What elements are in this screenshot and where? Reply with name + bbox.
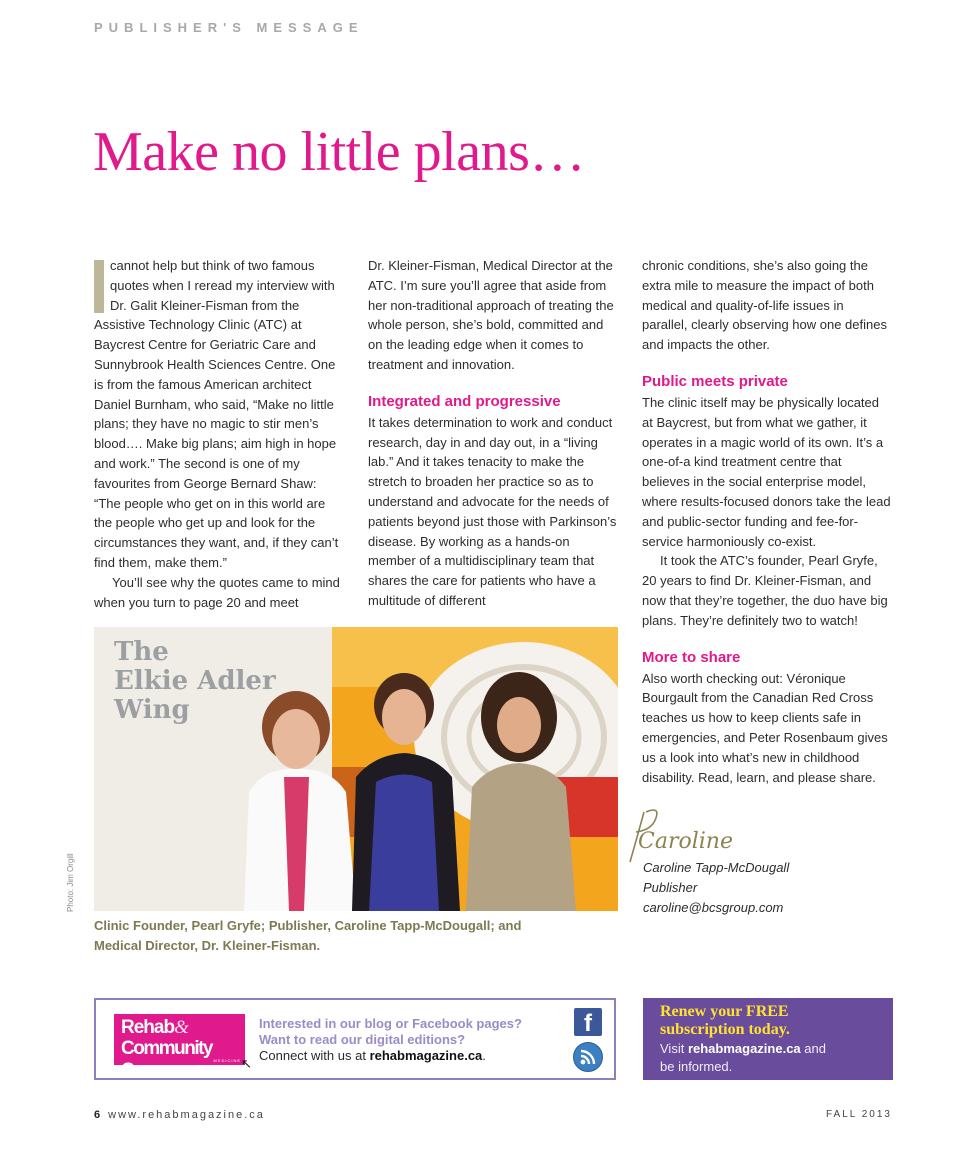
signature-name: Caroline Tapp-McDougall bbox=[643, 860, 790, 875]
digital-promo-box bbox=[94, 998, 616, 1080]
sign-line-2: Elkie Adler bbox=[114, 666, 276, 696]
col3-paragraph-3: It took the ATC’s founder, Pearl Gryfe, 20 years to find Dr. Kleiner-Fisman, and now that they’re together, the duo have big plans. They’re definitely two to watch! bbox=[642, 553, 888, 628]
subhead-integrated: Integrated and progressive bbox=[368, 392, 561, 410]
sign-line-1: The bbox=[114, 637, 169, 667]
group-photo bbox=[94, 627, 618, 911]
col1-paragraph-2: You’ll see why the quotes came to mind when you turn to page 20 and meet bbox=[94, 574, 340, 610]
group-photo-illustration bbox=[94, 627, 618, 911]
article-column-3 bbox=[642, 256, 892, 787]
promo-connect-line: Connect with us at rehabmagazine.ca. bbox=[259, 1048, 486, 1063]
subhead-more-to-share: More to share bbox=[642, 648, 741, 666]
issue-label: FALL 2013 bbox=[825, 1109, 892, 1120]
promo-question-blog: Interested in our blog or Facebook pages? bbox=[259, 1016, 522, 1031]
signature-email[interactable]: caroline@bcsgroup.com bbox=[643, 900, 784, 915]
renew-site-link[interactable]: rehabmagazine.ca bbox=[687, 1041, 801, 1056]
page-footer-left bbox=[94, 1109, 265, 1121]
rss-glyph bbox=[574, 1043, 602, 1071]
renew-subscription-box[interactable] bbox=[643, 998, 893, 1080]
renew-headline-1: Renew your FREE bbox=[660, 1003, 789, 1020]
col3-paragraph-4: Also worth checking out: Véronique Bourgault from the Canadian Red Cross teaches us how to keep clients safe in emergencies, and Peter Rosenbaum gives us a look into what’s new in childhood disability. Read, learn, and please share. bbox=[642, 670, 888, 785]
article-title: Make no little plans… bbox=[93, 121, 585, 183]
drop-cap bbox=[94, 260, 104, 313]
col2-paragraph-1: Dr. Kleiner-Fisman, Medical Director at the ATC. I’m sure you’ll agree that aside from her non-traditional approach of treating the whole person, she’s bold, committed and on the leading edge when it comes to treatment and innovation. bbox=[368, 258, 614, 372]
footer-site[interactable]: www.rehabmagazine.ca bbox=[108, 1109, 265, 1121]
section-kicker: PUBLISHER'S MESSAGE bbox=[94, 20, 364, 35]
col1-paragraph-1: cannot help but think of two famous quotes when I reread my interview with Dr. Galit Kleiner-Fisman from the Assistive Technology Clinic (ATC) at Baycrest Centre for Geriatric Care and Sunnybrook Health Sciences Centre. One is from the famous American architect Daniel Burnham, who said, “Make no little plans; they have no magic to stir men’s blood…. Make big plans; aim high in hope and work.” The second is one of my favourites from George Bernard Shaw: “The people who get on in this world are the people who get up and look for the circumstances they want, and, if they can’t find them, make them.” bbox=[94, 258, 339, 570]
col2-paragraph-2: It takes determination to work and conduct research, day in and day out, in a “living lab.” And it takes tenacity to make the stretch to broaden her practice so as to understand and advocate for the needs of patients beyond just those with Parkinson’s disease. By working as a hands-on member of a multidisciplinary team that shares the care for patients who have a multitude of different bbox=[368, 414, 617, 608]
photo-caption: Clinic Founder, Pearl Gryfe; Publisher, Caroline Tapp-McDougall; and Medical Director, Dr. Kleiner-Fisman. bbox=[94, 918, 522, 953]
rehab-community-care-logo[interactable] bbox=[114, 1014, 245, 1081]
page-number: 6 bbox=[94, 1109, 103, 1121]
promo-question-digital: Want to read our digital editions? bbox=[259, 1032, 466, 1047]
col3-paragraph-1: chronic conditions, she’s also going the extra mile to measure the impact of both medical and quality-of-life issues in parallel, clearly observing how one defines and impacts the other. bbox=[642, 258, 887, 353]
rss-icon[interactable] bbox=[573, 1042, 603, 1072]
logo-tagline: MEDICINE bbox=[213, 1058, 241, 1063]
renew-headline-2: subscription today. bbox=[660, 1021, 790, 1038]
signature-role: Publisher bbox=[643, 880, 698, 895]
renew-informed-line: be informed. bbox=[660, 1059, 733, 1074]
photo-credit: Photo: Jim Orgill bbox=[66, 853, 75, 912]
logo-line-2: Community Care bbox=[121, 1038, 212, 1081]
col3-paragraph-2: The clinic itself may be physically located at Baycrest, but from what we gather, it operates in a magic world of its own. It’s a one-of-a kind treatment centre that believes in the social enterprise model, where results-focused donors take the lead and public-sector funding and fee-for-service harmoniously co-exist. bbox=[642, 394, 891, 549]
subhead-public-private: Public meets private bbox=[642, 372, 788, 390]
renew-visit-line: Visit rehabmagazine.ca and bbox=[660, 1041, 826, 1056]
promo-site-link[interactable]: rehabmagazine.ca bbox=[369, 1048, 483, 1063]
signature-graphic bbox=[626, 804, 736, 868]
signature-script: Caroline bbox=[638, 829, 733, 854]
cursor-arrow-icon: ↖ bbox=[241, 1056, 252, 1071]
sign-line-3: Wing bbox=[114, 695, 190, 725]
article-column-2 bbox=[368, 256, 618, 611]
logo-line-1: Rehab& bbox=[121, 1017, 188, 1038]
article-column-1 bbox=[94, 256, 344, 612]
facebook-icon[interactable]: f bbox=[574, 1008, 602, 1036]
